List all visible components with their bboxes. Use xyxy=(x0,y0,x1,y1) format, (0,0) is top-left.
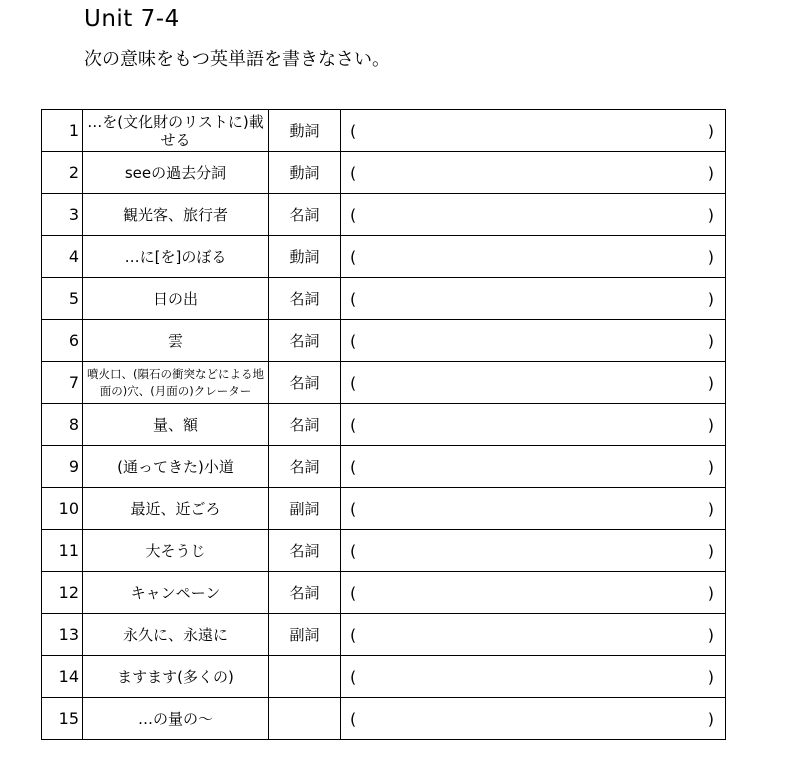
open-paren: ( xyxy=(350,163,357,182)
part-of-speech-cell xyxy=(269,656,341,698)
row-number: 11 xyxy=(42,530,83,572)
answer-cell[interactable] xyxy=(341,488,726,530)
meaning-cell: 日の出 xyxy=(83,278,269,320)
close-paren: ) xyxy=(707,625,714,644)
open-paren: ( xyxy=(350,289,357,308)
close-paren: ) xyxy=(707,667,714,686)
meaning-cell: キャンペーン xyxy=(83,572,269,614)
instruction-text: 次の意味をもつ英単語を書きなさい。 xyxy=(84,49,390,70)
row-number: 10 xyxy=(42,488,83,530)
part-of-speech-cell: 名詞 xyxy=(269,446,341,488)
close-paren: ) xyxy=(707,499,714,518)
close-paren: ) xyxy=(707,583,714,602)
answer-cell[interactable] xyxy=(341,152,726,194)
answer-cell[interactable] xyxy=(341,362,726,404)
answer-cell[interactable] xyxy=(341,194,726,236)
row-number: 7 xyxy=(42,362,83,404)
open-paren: ( xyxy=(350,499,357,518)
open-paren: ( xyxy=(350,541,357,560)
answer-cell[interactable] xyxy=(341,110,726,152)
row-number: 5 xyxy=(42,278,83,320)
row-number: 13 xyxy=(42,614,83,656)
part-of-speech-cell: 名詞 xyxy=(269,404,341,446)
open-paren: ( xyxy=(350,205,357,224)
answer-cell[interactable] xyxy=(341,698,726,740)
row-number: 12 xyxy=(42,572,83,614)
close-paren: ) xyxy=(707,247,714,266)
close-paren: ) xyxy=(707,457,714,476)
meaning-cell: seeの過去分詞 xyxy=(83,152,269,194)
table-row xyxy=(42,698,726,740)
table-row xyxy=(42,152,726,194)
close-paren: ) xyxy=(707,415,714,434)
row-number: 1 xyxy=(42,110,83,152)
close-paren: ) xyxy=(707,163,714,182)
open-paren: ( xyxy=(350,247,357,266)
close-paren: ) xyxy=(707,373,714,392)
answer-cell[interactable] xyxy=(341,404,726,446)
part-of-speech-cell: 副詞 xyxy=(269,614,341,656)
part-of-speech-cell: 動詞 xyxy=(269,236,341,278)
vocab-table xyxy=(41,109,726,740)
page-title: Unit 7-4 xyxy=(84,6,180,32)
meaning-cell: …を(文化財のリストに)載せる xyxy=(83,110,269,152)
meaning-cell: …に[を]のぼる xyxy=(83,236,269,278)
answer-cell[interactable] xyxy=(341,446,726,488)
part-of-speech-cell: 副詞 xyxy=(269,488,341,530)
part-of-speech-cell: 名詞 xyxy=(269,278,341,320)
meaning-cell: (通ってきた)小道 xyxy=(83,446,269,488)
answer-cell[interactable] xyxy=(341,614,726,656)
answer-cell[interactable] xyxy=(341,278,726,320)
table-row xyxy=(42,278,726,320)
open-paren: ( xyxy=(350,373,357,392)
close-paren: ) xyxy=(707,289,714,308)
meaning-cell: 観光客、旅行者 xyxy=(83,194,269,236)
open-paren: ( xyxy=(350,625,357,644)
part-of-speech-cell: 動詞 xyxy=(269,110,341,152)
table-row xyxy=(42,320,726,362)
table-row xyxy=(42,572,726,614)
meaning-cell: 永久に、永遠に xyxy=(83,614,269,656)
table-row xyxy=(42,488,726,530)
meaning-cell: 量、額 xyxy=(83,404,269,446)
open-paren: ( xyxy=(350,709,357,728)
open-paren: ( xyxy=(350,583,357,602)
row-number: 3 xyxy=(42,194,83,236)
row-number: 2 xyxy=(42,152,83,194)
close-paren: ) xyxy=(707,331,714,350)
meaning-cell: …の量の～ xyxy=(83,698,269,740)
answer-cell[interactable] xyxy=(341,530,726,572)
close-paren: ) xyxy=(707,541,714,560)
table-row xyxy=(42,530,726,572)
table-row xyxy=(42,110,726,152)
part-of-speech-cell: 名詞 xyxy=(269,320,341,362)
table-row xyxy=(42,404,726,446)
row-number: 4 xyxy=(42,236,83,278)
open-paren: ( xyxy=(350,121,357,140)
table-row xyxy=(42,446,726,488)
row-number: 14 xyxy=(42,656,83,698)
meaning-cell: 大そうじ xyxy=(83,530,269,572)
part-of-speech-cell xyxy=(269,698,341,740)
answer-cell[interactable] xyxy=(341,320,726,362)
answer-cell[interactable] xyxy=(341,656,726,698)
close-paren: ) xyxy=(707,709,714,728)
table-row xyxy=(42,236,726,278)
part-of-speech-cell: 動詞 xyxy=(269,152,341,194)
part-of-speech-cell: 名詞 xyxy=(269,362,341,404)
open-paren: ( xyxy=(350,667,357,686)
row-number: 6 xyxy=(42,320,83,362)
row-number: 15 xyxy=(42,698,83,740)
part-of-speech-cell: 名詞 xyxy=(269,572,341,614)
table-row xyxy=(42,614,726,656)
open-paren: ( xyxy=(350,415,357,434)
meaning-cell: 雲 xyxy=(83,320,269,362)
part-of-speech-cell: 名詞 xyxy=(269,530,341,572)
meaning-cell: ますます(多くの) xyxy=(83,656,269,698)
meaning-cell: 最近、近ごろ xyxy=(83,488,269,530)
row-number: 8 xyxy=(42,404,83,446)
part-of-speech-cell: 名詞 xyxy=(269,194,341,236)
close-paren: ) xyxy=(707,121,714,140)
meaning-cell: 噴火口、(隕石の衝突などによる地面の)穴、(月面の)クレーター xyxy=(83,362,269,404)
open-paren: ( xyxy=(350,331,357,350)
row-number: 9 xyxy=(42,446,83,488)
answer-cell[interactable] xyxy=(341,236,726,278)
close-paren: ) xyxy=(707,205,714,224)
table-row xyxy=(42,362,726,404)
table-row xyxy=(42,194,726,236)
table-row xyxy=(42,656,726,698)
answer-cell[interactable] xyxy=(341,572,726,614)
open-paren: ( xyxy=(350,457,357,476)
